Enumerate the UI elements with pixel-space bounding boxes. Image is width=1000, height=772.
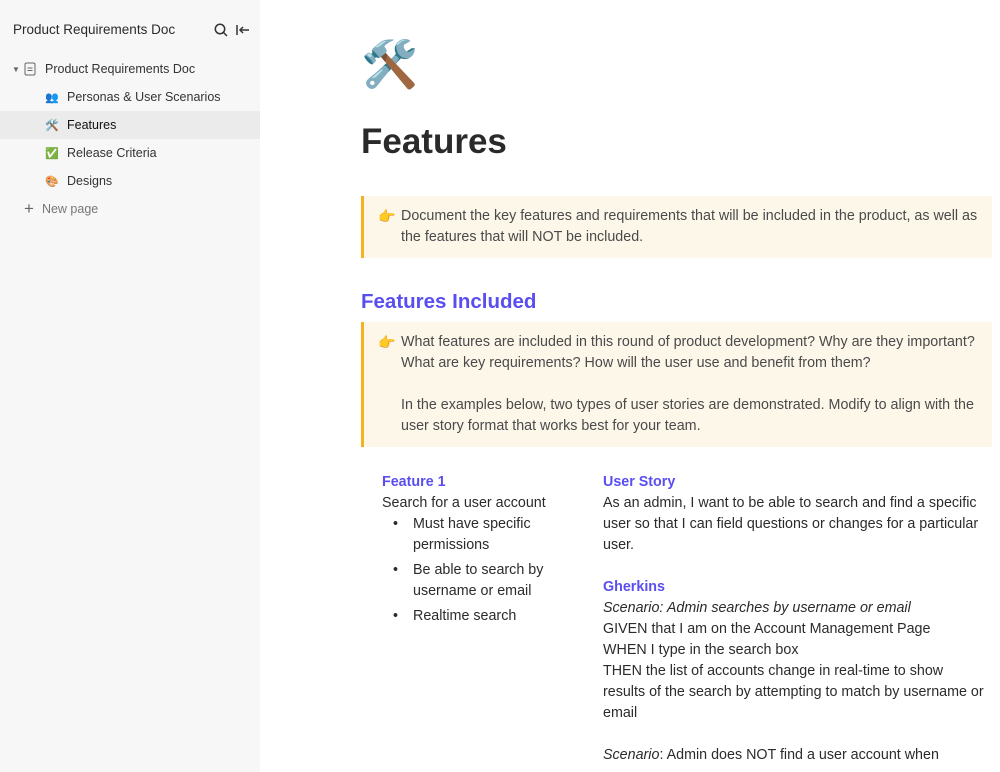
callout-text: What features are included in this round of product development? Why are they important? What are key requirements? How will the user use and benefit from them?	[401, 334, 975, 371]
page-icon-tools[interactable]: 🛠️	[361, 38, 419, 90]
sidebar-item-features[interactable]	[0, 111, 260, 139]
feature-label: Feature 1	[382, 474, 446, 490]
section-heading: Features Included	[361, 290, 537, 313]
sidebar-item-label: Designs	[67, 174, 113, 188]
feature-bullets	[382, 514, 582, 627]
sidebar-item-personas[interactable]	[0, 83, 260, 111]
new-page-label: New page	[41, 202, 99, 216]
tools-icon: 🛠️	[45, 119, 59, 132]
sidebar-item-label: Product Requirements Doc	[45, 62, 196, 76]
callout-intro[interactable]	[361, 196, 992, 258]
feature-column	[382, 472, 582, 631]
callout-features[interactable]	[361, 322, 992, 447]
pointing-hand-icon: 👉	[378, 208, 396, 224]
palette-icon: 🎨	[45, 175, 59, 188]
caret-down-icon[interactable]: ▼	[12, 64, 20, 74]
sidebar-item-designs[interactable]	[0, 167, 260, 195]
list-item: • Realtime search	[393, 606, 582, 627]
story-column	[603, 472, 988, 766]
scenario-label: Scenario	[603, 747, 660, 763]
then-text: THEN the list of accounts change in real-time to show results of the search by attempting to match by username or email	[603, 663, 984, 721]
plus-icon: +	[24, 199, 34, 218]
list-item: • Must have specific permissions	[393, 514, 582, 556]
gherkins-label: Gherkins	[603, 579, 665, 595]
sidebar-item-release-criteria[interactable]	[0, 139, 260, 167]
collapse-sidebar-icon[interactable]	[236, 24, 250, 36]
page-title[interactable]: Features	[361, 122, 507, 161]
scenario-text: Scenario: Admin searches by username or email	[603, 600, 911, 616]
scenario-2	[603, 745, 988, 766]
feature-description: Search for a user account	[382, 495, 546, 511]
pointing-hand-icon: 👉	[378, 334, 396, 350]
people-icon: 👥	[45, 91, 59, 104]
new-page-button[interactable]	[0, 195, 260, 223]
sidebar-title: Product Requirements Doc	[13, 22, 176, 37]
check-mark-icon: ✅	[45, 147, 59, 160]
sidebar-item-label: Features	[67, 118, 117, 132]
sidebar-item-product-requirements-doc[interactable]	[0, 55, 260, 83]
sidebar-item-label: Personas & User Scenarios	[67, 90, 221, 104]
sidebar	[0, 0, 260, 772]
user-story-label: User Story	[603, 474, 676, 490]
document-icon	[24, 62, 36, 76]
scenario-text: : Admin does NOT find a user account when	[659, 747, 939, 763]
callout-text: Document the key features and requirements that will be included in the product, as well as the features that will NOT be included.	[401, 208, 978, 245]
list-item: • Be able to search by username or email	[393, 560, 582, 602]
callout-text: In the examples below, two types of user stories are demonstrated. Modify to align with the user story format that works best for your team.	[401, 397, 974, 434]
user-story-text: As an admin, I want to be able to search and find a specific user so that I can field questions or changes for a particular user.	[603, 495, 979, 553]
sidebar-item-label: Release Criteria	[67, 146, 157, 160]
search-icon[interactable]	[214, 23, 228, 37]
when-text: WHEN I type in the search box	[603, 642, 799, 658]
given-text: GIVEN that I am on the Account Management Page	[603, 621, 931, 637]
